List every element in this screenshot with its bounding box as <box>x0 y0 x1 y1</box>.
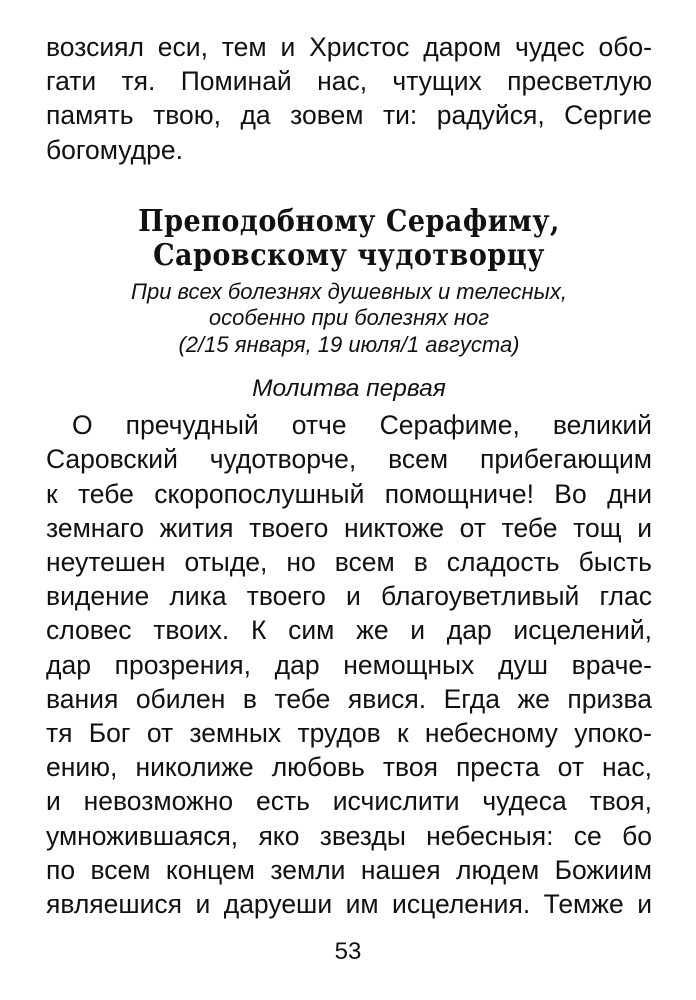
text-line: по всем концем земли нашея людем Божиим <box>46 854 652 885</box>
text-line: гати тя. Поминай нас, чтущих пресветлую <box>46 66 652 97</box>
text-line: видение лика твоего и благоуветливый глас <box>46 581 652 612</box>
intro-paragraph <box>46 30 652 167</box>
text-line: богомудре. <box>46 134 183 165</box>
prayer-title: Молитва первая <box>252 375 446 403</box>
text-line: неутешен отыде, но всем в сладость бысть <box>46 547 652 577</box>
text-line: словес твоих. К сим же и дар исцелений, <box>46 615 652 646</box>
text-line: Саровский чудотворче, всем прибегающим <box>46 444 652 475</box>
section-subtitle-line: При всех болезнях душевных и телесных, <box>131 278 567 304</box>
page-content <box>46 30 652 921</box>
text-line: память твою, да зовем ти: радуйся, Сергие <box>46 100 652 131</box>
section-subtitle-line: особенно при болезнях ног <box>208 305 490 331</box>
text-line: возсиял еси, тем и Христос даром чудес обо- <box>46 32 652 62</box>
section-title-line: Саровскому чудотворцу <box>153 237 545 273</box>
prayer-paragraph <box>46 408 652 921</box>
section-heading <box>46 205 652 359</box>
text-line: дар прозрения, дар немощных душ враче- <box>46 649 652 680</box>
page-number: 53 <box>334 938 362 965</box>
text-line: являешися и даруеши им исцеления. Темже и <box>46 888 652 919</box>
text-line: умножившаяся, яко звезды небесныя: се бо <box>46 820 652 851</box>
text-line: О пречудный отче Серафиме, великий <box>72 410 652 441</box>
text-line: вания обилен в тебе явися. Егда же призва <box>46 683 652 714</box>
section-subtitle-line: (2/15 января, 19 июля/1 августа) <box>178 331 520 357</box>
text-line: земнаго жития твоего никтоже от тебе тощ и <box>46 512 652 543</box>
section-title-line: Преподобному Серафиму, <box>138 203 560 239</box>
text-line: и невозможно есть исчислити чудеса твоя, <box>46 786 652 817</box>
text-line: тя Бог от земных трудов к небесному упоко- <box>46 717 652 748</box>
text-line: к тебе скоропослушный помощниче! Во дни <box>46 478 652 509</box>
text-line: ению, николиже любовь твоя преста от нас, <box>46 752 652 783</box>
